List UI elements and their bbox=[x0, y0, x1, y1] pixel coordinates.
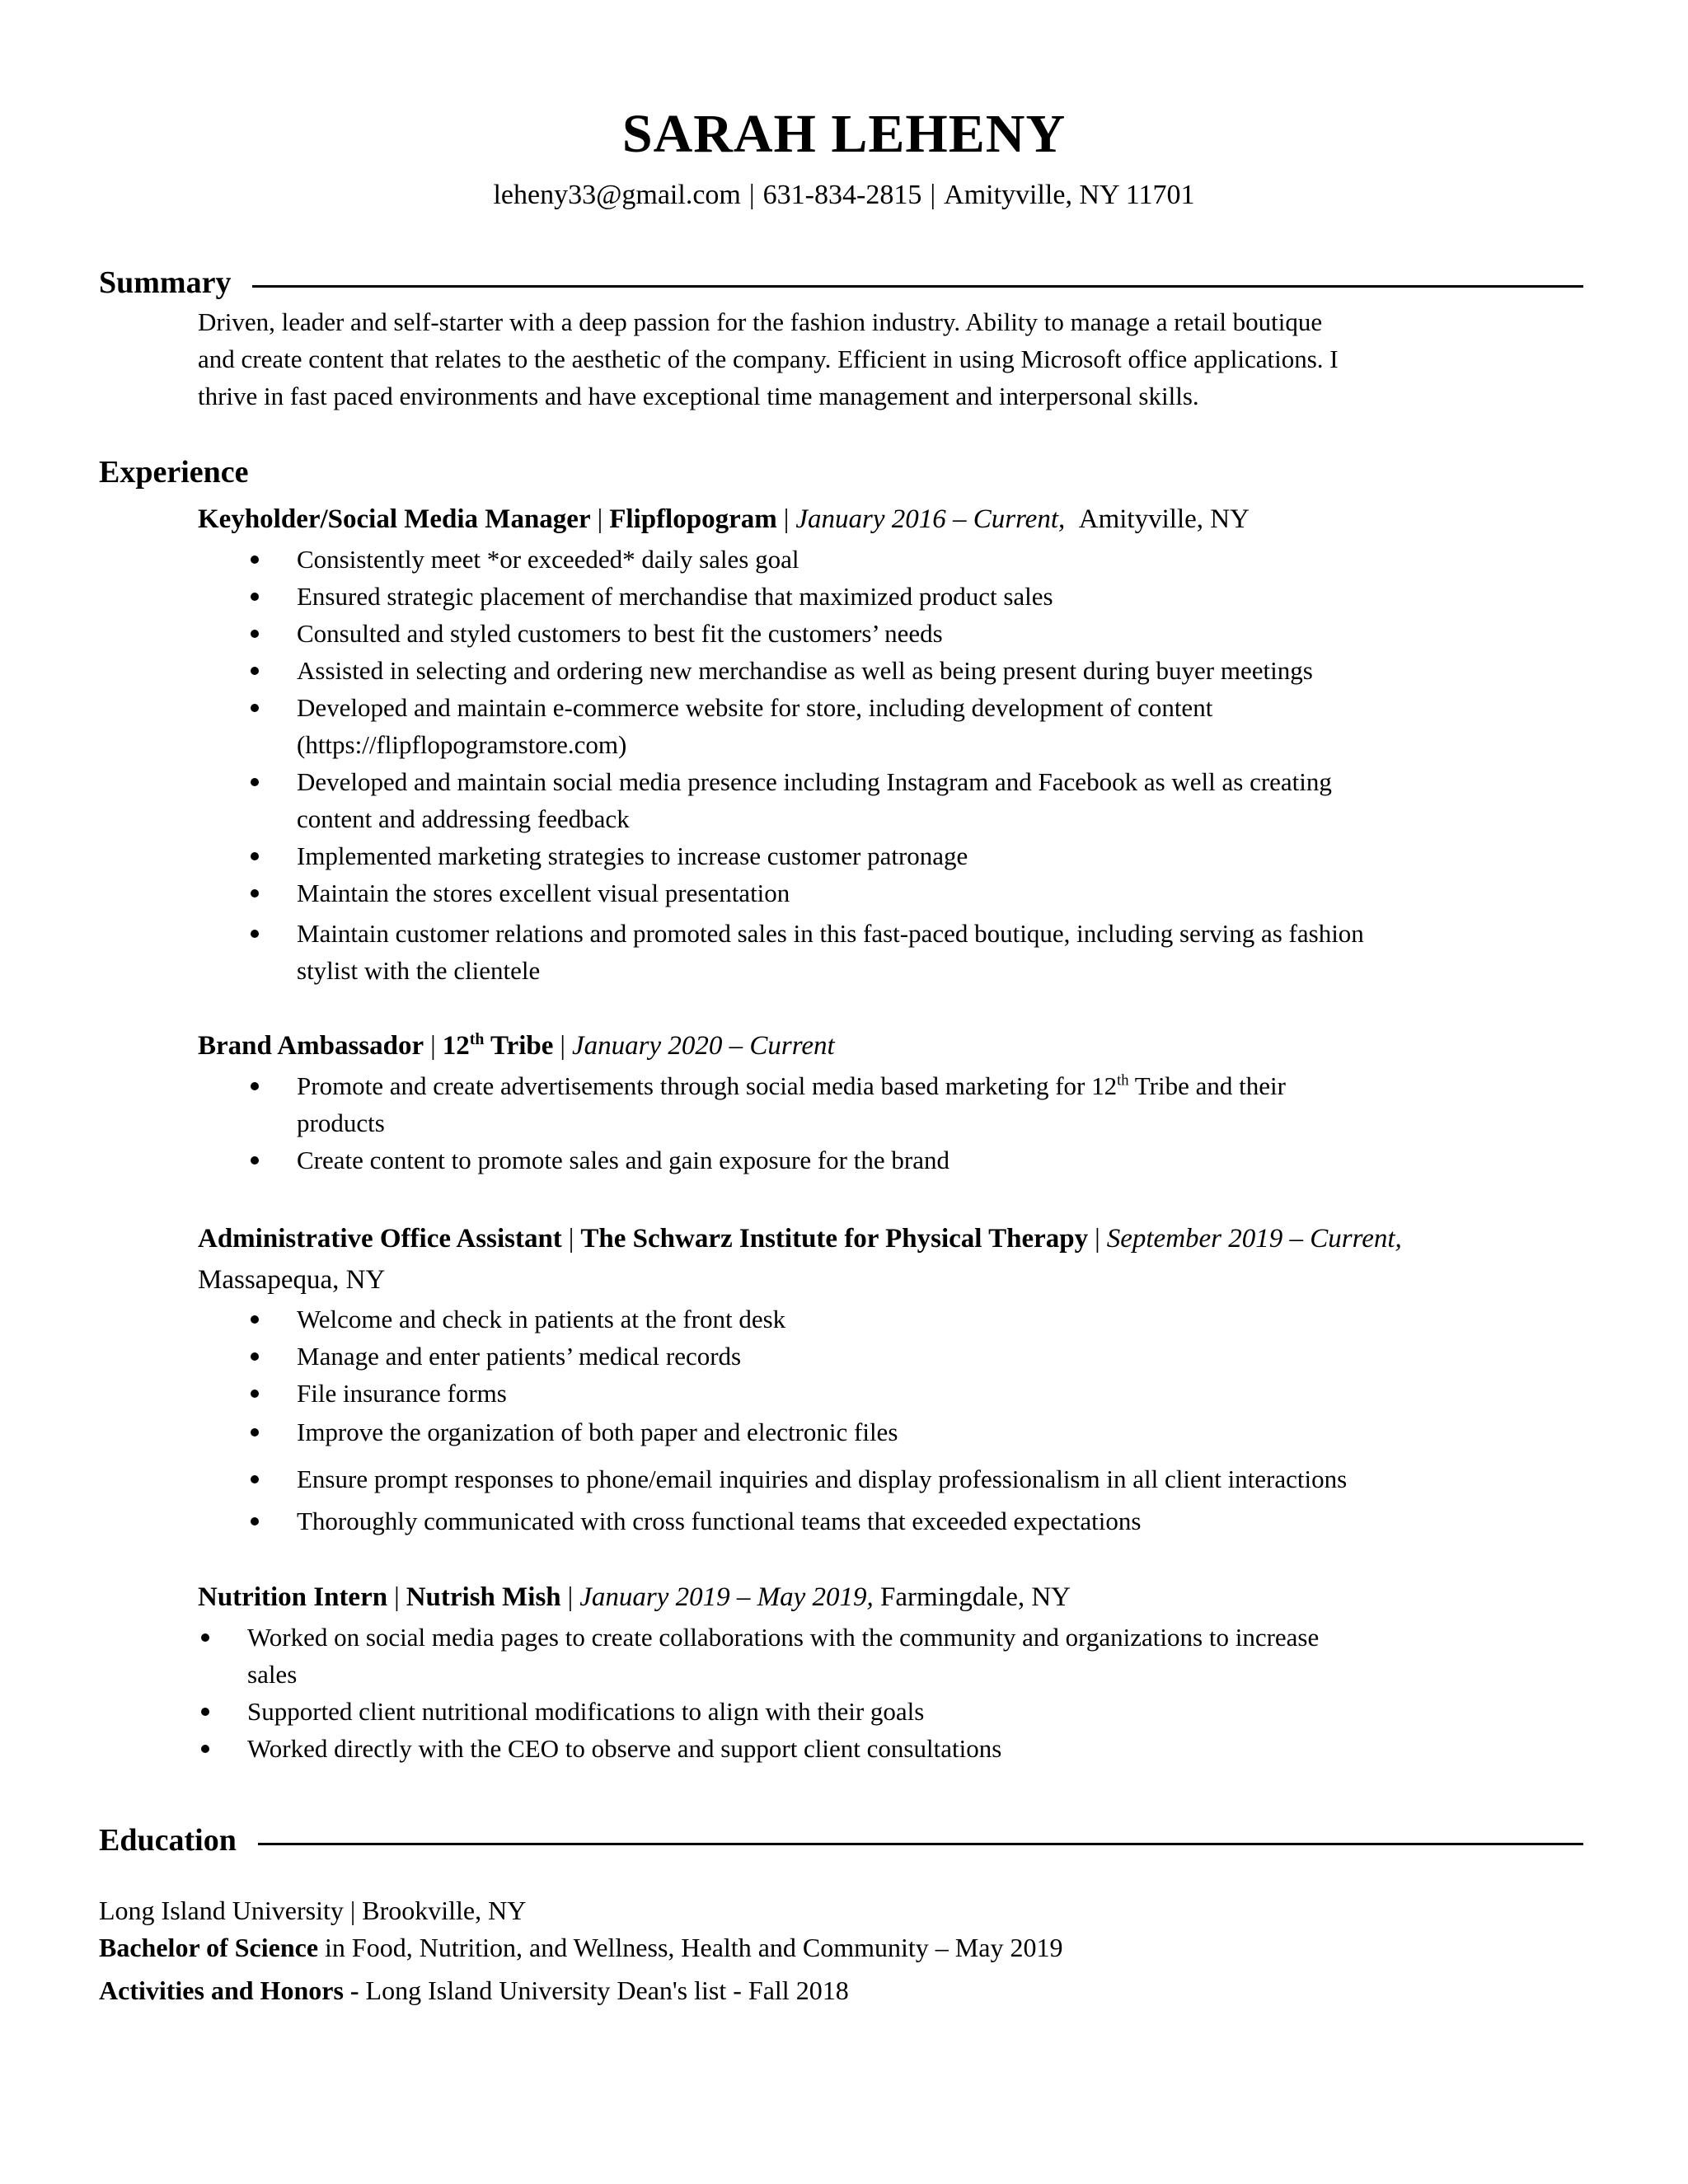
job-title: Nutrition Intern bbox=[198, 1582, 388, 1612]
list-item: Maintain customer relations and promoted sales in this fast-paced boutique, including serving as fashion bbox=[297, 915, 1582, 952]
summary-text bbox=[198, 303, 1550, 415]
activities-label: Activities and Honors - bbox=[99, 1975, 359, 2005]
job-bullets bbox=[297, 1067, 1582, 1179]
job-company: Flipflopogram bbox=[609, 504, 777, 534]
summary-line: Driven, leader and self-starter with a deep passion for the fashion industry. Ability to manage a retail boutique bbox=[198, 307, 1323, 336]
job-title-line: Nutrition Intern | Nutrish Mish | January 2019 – May 2019, Farmingdale, NY bbox=[198, 1582, 1071, 1612]
education-degree-line bbox=[99, 1929, 1550, 1966]
phone: 631-834-2815 bbox=[762, 180, 922, 210]
list-item-continuation: content and addressing feedback bbox=[297, 804, 630, 833]
list-item: Worked directly with the CEO to observe and support client consultations bbox=[247, 1730, 1582, 1767]
list-item-continuation: (https://flipflopogramstore.com) bbox=[297, 730, 627, 759]
section-heading-experience bbox=[99, 452, 1583, 493]
job-dates: September 2019 – Current, bbox=[1106, 1224, 1402, 1254]
job-location-line bbox=[198, 1261, 1599, 1299]
job-title-line: Administrative Office Assistant | The Schwarz Institute for Physical Therapy | September 2019 – Current, bbox=[198, 1224, 1402, 1254]
list-item: Thoroughly communicated with cross functional teams that exceeded expectations bbox=[297, 1502, 1582, 1540]
list-item: Supported client nutritional modifications to align with their goals bbox=[247, 1693, 1582, 1730]
job-location: Amityville, NY bbox=[1078, 504, 1250, 534]
section-title: Summary bbox=[99, 265, 232, 300]
list-item-continuation: sales bbox=[247, 1660, 298, 1689]
list-item: Welcome and check in patients at the front desk bbox=[297, 1301, 1582, 1338]
section-title: Education bbox=[99, 1823, 237, 1858]
list-item: Manage and enter patients’ medical records bbox=[297, 1338, 1582, 1375]
summary-line: thrive in fast paced environments and have exceptional time management and interpersonal skills. bbox=[198, 382, 1199, 410]
school-location: Brookville, NY bbox=[362, 1896, 527, 1925]
job-location: Massapequa, NY bbox=[198, 1265, 386, 1295]
list-item: Ensure prompt responses to phone/email inquiries and display professionalism in all client interactions bbox=[297, 1460, 1582, 1497]
degree-detail: in Food, Nutrition, and Wellness, Health and Community – May 2019 bbox=[318, 1933, 1063, 1962]
list-item: Maintain the stores excellent visual presentation bbox=[297, 874, 1582, 912]
list-item: Implemented marketing strategies to increase customer patronage bbox=[297, 837, 1582, 874]
section-rule bbox=[252, 285, 1583, 288]
list-item-continuation: products bbox=[297, 1108, 385, 1137]
list-item: Consulted and styled customers to best fit the customers’ needs bbox=[297, 615, 1582, 652]
separator: | bbox=[930, 180, 936, 210]
job-location: Farmingdale, NY bbox=[880, 1582, 1071, 1612]
job-bullets bbox=[297, 541, 1582, 989]
job-company: 12th Tribe bbox=[442, 1030, 554, 1061]
job-dates: January 2019 – May 2019, bbox=[579, 1582, 874, 1612]
summary-line: and create content that relates to the aesthetic of the company. Efficient in using Microsoft office applications. I bbox=[198, 344, 1339, 373]
job-title-line: Brand Ambassador | 12th Tribe | January 2020 – Current bbox=[198, 1030, 835, 1061]
activities-detail: Long Island University Dean's list - Fall 2018 bbox=[359, 1975, 849, 2005]
list-item: Developed and maintain social media presence including Instagram and Facebook as well as creating bbox=[297, 763, 1582, 800]
list-item: File insurance forms bbox=[297, 1375, 1582, 1412]
job-dates: January 2020 – Current bbox=[572, 1031, 835, 1061]
degree-label: Bachelor of Science bbox=[99, 1933, 319, 1962]
education-school-line: Long Island University | Brookville, NY bbox=[99, 1896, 527, 1925]
job-bullets bbox=[247, 1619, 1582, 1767]
list-item-continuation: stylist with the clientele bbox=[297, 956, 541, 985]
job-company: The Schwarz Institute for Physical Therapy bbox=[580, 1224, 1089, 1254]
job-company: Nutrish Mish bbox=[406, 1582, 561, 1612]
education-activities-line bbox=[99, 1971, 1550, 2009]
list-item: Create content to promote sales and gain exposure for the brand bbox=[297, 1141, 1582, 1179]
job-dates: January 2016 – Current, bbox=[795, 504, 1066, 534]
location: Amityville, NY 11701 bbox=[944, 180, 1195, 210]
job-title-line: Keyholder/Social Media Manager | Flipflopogram | January 2016 – Current, Amityville, NY bbox=[198, 504, 1250, 534]
list-item: Developed and maintain e-commerce website for store, including development of content bbox=[297, 689, 1582, 726]
email: leheny33@gmail.com bbox=[493, 180, 741, 210]
list-item: Improve the organization of both paper and electronic files bbox=[297, 1413, 1582, 1451]
section-heading-summary bbox=[99, 262, 1583, 303]
section-rule bbox=[258, 1843, 1583, 1845]
job-title: Administrative Office Assistant bbox=[198, 1224, 562, 1254]
candidate-name: SARAH LEHENY bbox=[621, 104, 1067, 164]
section-heading-education bbox=[99, 1820, 1583, 1861]
school-name: Long Island University bbox=[99, 1896, 344, 1925]
list-item: Consistently meet *or exceeded* daily sales goal bbox=[297, 541, 1582, 578]
job-bullets bbox=[297, 1301, 1582, 1540]
list-item: Promote and create advertisements through social media based marketing for 12th Tribe and their bbox=[297, 1067, 1582, 1104]
job-title: Brand Ambassador bbox=[198, 1031, 424, 1061]
list-item: Assisted in selecting and ordering new merchandise as well as being present during buyer meetings bbox=[297, 652, 1582, 689]
separator: | bbox=[748, 180, 755, 210]
section-title: Experience bbox=[99, 455, 249, 490]
contact-line bbox=[0, 176, 1688, 214]
job-title: Keyholder/Social Media Manager bbox=[198, 504, 591, 534]
list-item: Ensured strategic placement of merchandise that maximized product sales bbox=[297, 578, 1582, 615]
list-item: Worked on social media pages to create collaborations with the community and organizations to increase bbox=[247, 1619, 1582, 1656]
